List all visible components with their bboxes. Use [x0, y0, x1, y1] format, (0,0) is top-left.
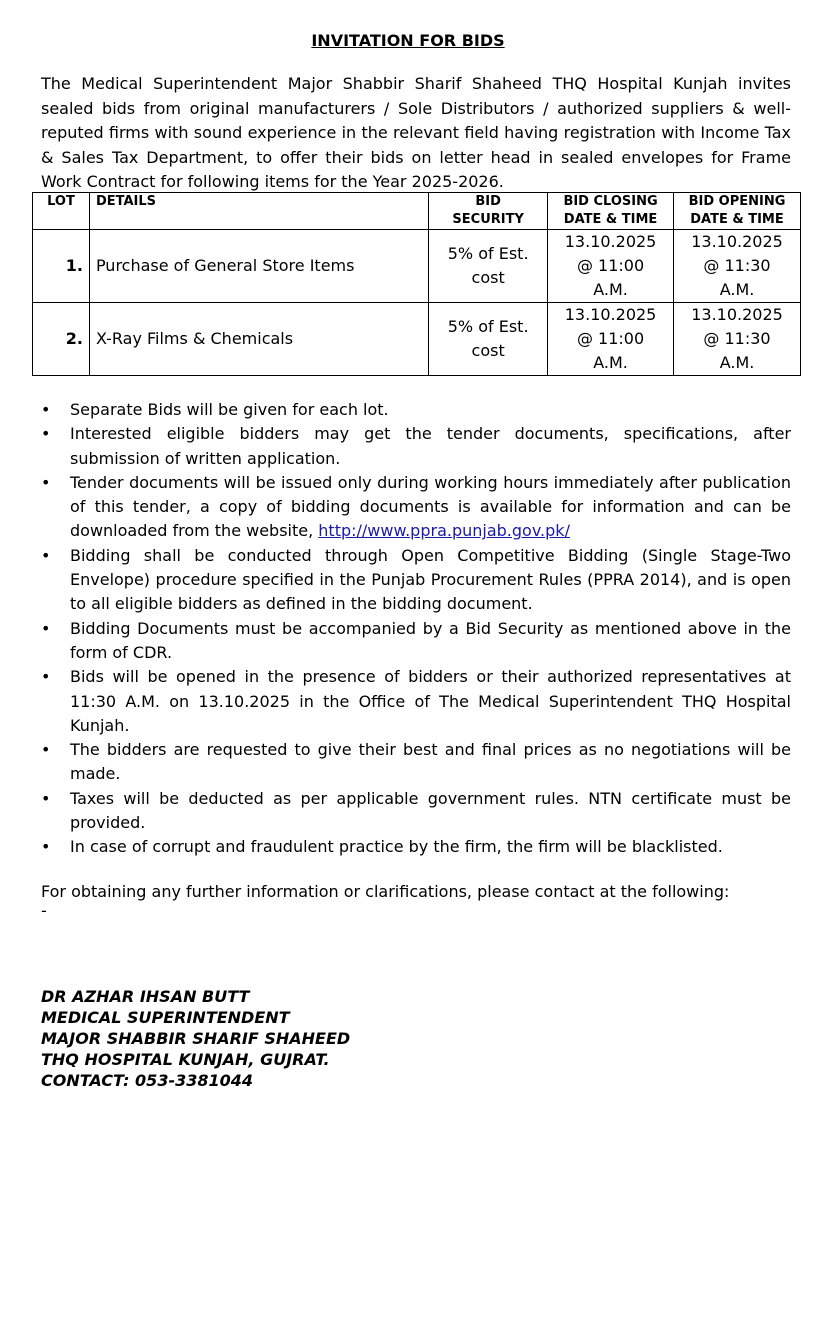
bullet-icon: •	[41, 545, 51, 565]
list-item-text: In case of corrupt and fraudulent practice by the firm, the firm will be blacklisted.	[70, 837, 723, 857]
header-bid-closing	[548, 193, 674, 230]
bid-security-line1: 5% of Est.	[447, 317, 529, 336]
signature-block	[41, 986, 350, 1091]
table-row	[33, 230, 801, 303]
list-item-text: Bids will be opened in the presence of bidders or their authorized representatives at 11:30 A.M. on 13.10.2025 in the Office of The Medical Superintendent THQ Hospital Kunjah.	[70, 667, 791, 735]
list-item-text: Interested eligible bidders may get the tender documents, specifications, after submission of written application.	[70, 424, 791, 468]
signatory-contact: CONTACT: 053-3381044	[41, 1071, 254, 1090]
signatory-designation: MEDICAL SUPERINTENDENT	[41, 1008, 290, 1027]
contact-dash: -	[41, 901, 47, 920]
header-details: DETAILS	[89, 193, 428, 230]
ppra-website-link[interactable]: http://www.ppra.punjab.gov.pk/	[318, 521, 570, 541]
bid-closing	[548, 303, 674, 376]
table-header-row	[33, 193, 801, 230]
bullet-icon: •	[41, 667, 51, 687]
header-lot: LOT	[33, 193, 90, 230]
list-item-text: Bidding shall be conducted through Open Competitive Bidding (Single Stage-Two Envelope) procedure specified in the Punjab Procurement Rules (PPRA 2014), and is open to all eligible bidders as defined in the bidding document.	[70, 545, 791, 614]
list-item	[41, 398, 791, 422]
bullet-icon: •	[41, 788, 51, 808]
opening-ampm: A.M.	[719, 280, 755, 299]
closing-ampm: A.M.	[593, 353, 628, 372]
closing-time: @ 11:00	[576, 329, 645, 348]
table-row	[33, 303, 801, 376]
closing-date: 13.10.2025	[564, 305, 657, 324]
bid-opening	[674, 230, 801, 303]
signatory-location: THQ HOSPITAL KUNJAH, GUJRAT.	[41, 1050, 330, 1069]
contact-paragraph: For obtaining any further information or clarifications, please contact at the following:	[41, 882, 730, 901]
opening-date: 13.10.2025	[691, 305, 783, 324]
opening-time: @ 11:30	[703, 329, 771, 348]
list-item	[41, 617, 791, 666]
bid-security-line1: 5% of Est.	[447, 244, 529, 263]
list-item	[41, 738, 791, 787]
list-item	[41, 835, 791, 859]
list-item-text: The bidders are requested to give their best and final prices as no negotiations will be made.	[70, 740, 791, 784]
list-item-text: Separate Bids will be given for each lot.	[70, 400, 389, 419]
header-bid-closing-line2: DATE & TIME	[563, 212, 658, 227]
page-title: INVITATION FOR BIDS	[311, 31, 505, 50]
intro-paragraph: The Medical Superintendent Major Shabbir Sharif Shaheed THQ Hospital Kunjah invites sealed bids from original manufacturers / Sole Distributors / authorized suppliers & well-reputed firms with sound experience in the relevant field having registration with Income Tax & Sales Tax Department, to offer their bids on letter head in sealed envelopes for Frame Work Contract for following items for the Year 2025-2026.	[41, 74, 791, 191]
list-item-text: Taxes will be deducted as per applicable government rules. NTN certificate must be provided.	[70, 788, 791, 833]
signatory-name: DR AZHAR IHSAN BUTT	[41, 987, 250, 1006]
bullet-icon: •	[41, 837, 51, 857]
header-bid-security	[429, 193, 548, 230]
list-item	[41, 665, 791, 738]
signatory-hospital: MAJOR SHABBIR SHARIF SHAHEED	[41, 1029, 351, 1048]
list-item-text: Tender documents will be issued only during working hours immediately after publication of this tender, a copy of bidding documents is available for information and can be downloaded from the website,	[70, 472, 791, 541]
list-item	[41, 422, 791, 471]
bullet-icon: •	[41, 740, 51, 760]
lot-details: X-Ray Films & Chemicals	[89, 303, 428, 376]
closing-ampm: A.M.	[593, 280, 628, 299]
opening-time: @ 11:30	[703, 256, 771, 275]
conditions-list	[41, 398, 791, 860]
bullet-icon: •	[41, 424, 51, 444]
list-item	[41, 787, 791, 836]
header-bid-security-line1: BID	[475, 194, 501, 209]
header-bid-opening	[674, 193, 801, 230]
bid-closing	[548, 230, 674, 303]
header-bid-closing-line1: BID CLOSING	[563, 194, 658, 209]
closing-time: @ 11:00	[576, 256, 645, 275]
lot-number: 2.	[33, 303, 90, 376]
header-bid-opening-line1: BID OPENING	[688, 194, 786, 209]
bids-table	[32, 192, 801, 376]
bid-security-line2: cost	[471, 268, 505, 287]
bullet-icon: •	[41, 472, 51, 492]
bullet-icon: •	[41, 618, 51, 638]
bullet-icon: •	[41, 400, 51, 419]
list-item-text: Bidding Documents must be accompanied by a Bid Security as mentioned above in the form of CDR.	[70, 618, 791, 662]
closing-date: 13.10.2025	[564, 232, 657, 251]
list-item	[41, 544, 791, 617]
bid-security	[429, 303, 548, 376]
bid-opening	[674, 303, 801, 376]
list-item	[41, 471, 791, 544]
opening-ampm: A.M.	[719, 353, 755, 372]
header-bid-security-line2: SECURITY	[452, 212, 524, 227]
bid-security	[429, 230, 548, 303]
lot-details: Purchase of General Store Items	[89, 230, 428, 303]
bid-security-line2: cost	[471, 341, 505, 360]
header-bid-opening-line2: DATE & TIME	[690, 212, 784, 227]
opening-date: 13.10.2025	[691, 232, 783, 251]
lot-number: 1.	[33, 230, 90, 303]
